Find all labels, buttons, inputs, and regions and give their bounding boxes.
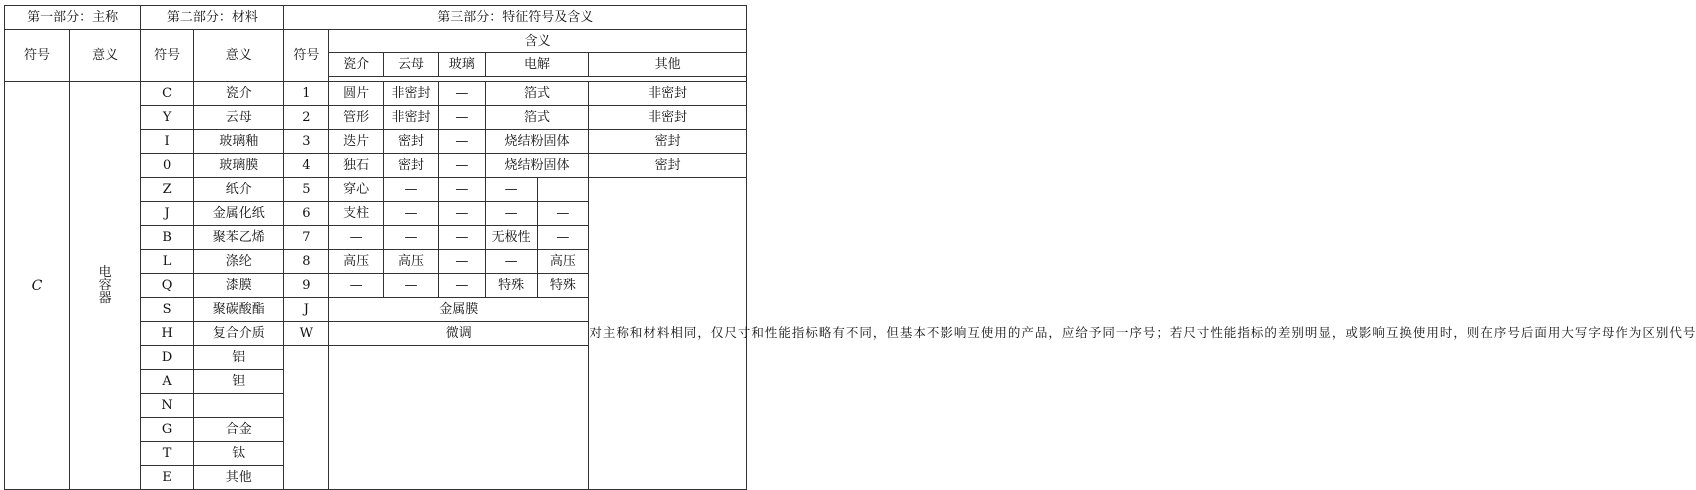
material-name: 金属化纸: [194, 202, 284, 226]
feature-glass: —: [438, 82, 485, 106]
header-symbol-2: 符号: [141, 30, 194, 82]
feature-glass: —: [438, 274, 485, 298]
feature-mica: —: [384, 178, 439, 202]
feature-description: 微调: [329, 322, 589, 346]
material-code: H: [141, 322, 194, 346]
feature-code: 4: [284, 154, 329, 178]
feature-glass: —: [438, 130, 485, 154]
feature-description: 金属膜: [329, 298, 589, 322]
header-glass: 玻璃: [438, 53, 485, 77]
feature-ceramic: 管形: [329, 106, 384, 130]
feature-empty-area: [329, 346, 589, 490]
material-code: 0: [141, 154, 194, 178]
material-code: J: [141, 202, 194, 226]
material-code: D: [141, 346, 194, 370]
header-electrolytic: 电解: [485, 53, 589, 77]
feature-electrolytic: 烧结粉固体: [485, 154, 589, 178]
main-meaning-char: 容: [98, 278, 112, 293]
main-meaning-char: 器: [98, 291, 112, 306]
material-code: Y: [141, 106, 194, 130]
feature-glass: —: [438, 202, 485, 226]
header-meaning-group: 含义: [329, 30, 747, 53]
feature-code: J: [284, 298, 329, 322]
material-code: B: [141, 226, 194, 250]
header-part2: 第二部分：材料: [141, 6, 284, 30]
main-meaning-char: 电: [98, 265, 112, 280]
feature-ceramic: 高压: [329, 250, 384, 274]
header-part3: 第三部分：特征符号及含义: [284, 6, 747, 30]
feature-code: 6: [284, 202, 329, 226]
feature-code: 7: [284, 226, 329, 250]
material-code: A: [141, 370, 194, 394]
feature-glass: —: [438, 226, 485, 250]
feature-other: 密封: [589, 130, 747, 154]
header-other: 其他: [589, 53, 747, 77]
material-name: 玻璃釉: [194, 130, 284, 154]
feature-ceramic: —: [329, 274, 384, 298]
feature-electrolytic-extra: [537, 178, 589, 202]
material-code: T: [141, 442, 194, 466]
material-name: 合金: [194, 418, 284, 442]
material-name: 钽: [194, 370, 284, 394]
header-meaning-1: 意义: [70, 30, 141, 82]
feature-electrolytic: 烧结粉固体: [485, 130, 589, 154]
material-code: S: [141, 298, 194, 322]
material-code: G: [141, 418, 194, 442]
material-name: 玻璃膜: [194, 154, 284, 178]
feature-other: —: [537, 202, 589, 226]
feature-code: 3: [284, 130, 329, 154]
material-name: 漆膜: [194, 274, 284, 298]
feature-glass: —: [438, 154, 485, 178]
capacitor-naming-table-container: [4, 5, 1696, 485]
material-code: C: [141, 82, 194, 106]
feature-glass: —: [438, 178, 485, 202]
material-name: 瓷介: [194, 82, 284, 106]
header-mica: 云母: [384, 53, 439, 77]
feature-other: 非密封: [589, 106, 747, 130]
feature-other: —: [537, 226, 589, 250]
feature-electrolytic: —: [485, 178, 537, 202]
feature-other: 非密封: [589, 82, 747, 106]
feature-mica: 密封: [384, 130, 439, 154]
header-ceramic: 瓷介: [329, 53, 384, 77]
feature-mica: 高压: [384, 250, 439, 274]
feature-code: 8: [284, 250, 329, 274]
material-name: [194, 394, 284, 418]
feature-electrolytic: —: [485, 250, 537, 274]
feature-mica: 非密封: [384, 82, 439, 106]
feature-ceramic: 迭片: [329, 130, 384, 154]
feature-glass: —: [438, 250, 485, 274]
material-name: 复合介质: [194, 322, 284, 346]
feature-code: 1: [284, 82, 329, 106]
material-name: 云母: [194, 106, 284, 130]
feature-glass: —: [438, 106, 485, 130]
feature-code: W: [284, 322, 329, 346]
feature-ceramic: 支柱: [329, 202, 384, 226]
header-symbol-1: 符号: [5, 30, 70, 82]
material-name: 钛: [194, 442, 284, 466]
capacitor-naming-table: [4, 5, 1696, 490]
material-code: I: [141, 130, 194, 154]
material-name: 聚苯乙烯: [194, 226, 284, 250]
feature-electrolytic: 箔式: [485, 82, 589, 106]
material-code: Q: [141, 274, 194, 298]
feature-code-empty: [284, 346, 329, 490]
feature-code: 5: [284, 178, 329, 202]
feature-mica: —: [384, 274, 439, 298]
material-name: 涤纶: [194, 250, 284, 274]
header-meaning-2: 意义: [194, 30, 284, 82]
main-meaning: [70, 82, 141, 490]
remark-note: 对主称和材料相同，仅尺寸和性能指标略有不同，但基本不影响互使用的产品，应给予同一序号；若尺寸性能指标的差别明显，或影响互换使用时，则在序号后面用大写字母作为区别代号: [589, 178, 747, 490]
material-code: Z: [141, 178, 194, 202]
feature-other: 高压: [537, 250, 589, 274]
header-part1: 第一部分：主称: [5, 6, 141, 30]
feature-mica: —: [384, 226, 439, 250]
material-name: 聚碳酸酯: [194, 298, 284, 322]
feature-mica: 非密封: [384, 106, 439, 130]
material-name: 纸介: [194, 178, 284, 202]
feature-ceramic: 穿心: [329, 178, 384, 202]
feature-code: 2: [284, 106, 329, 130]
feature-electrolytic: 无极性: [485, 226, 537, 250]
feature-ceramic: 圆片: [329, 82, 384, 106]
main-symbol: C: [5, 82, 70, 490]
header-symbol-3: 符号: [284, 30, 329, 82]
material-name: 铝: [194, 346, 284, 370]
material-code: L: [141, 250, 194, 274]
feature-mica: 密封: [384, 154, 439, 178]
feature-mica: —: [384, 202, 439, 226]
material-code: N: [141, 394, 194, 418]
feature-electrolytic: 箔式: [485, 106, 589, 130]
material-code: E: [141, 466, 194, 490]
feature-code: 9: [284, 274, 329, 298]
feature-electrolytic: 特殊: [485, 274, 537, 298]
feature-other: 特殊: [537, 274, 589, 298]
material-name: 其他: [194, 466, 284, 490]
feature-ceramic: 独石: [329, 154, 384, 178]
feature-other: 密封: [589, 154, 747, 178]
feature-electrolytic: —: [485, 202, 537, 226]
feature-ceramic: —: [329, 226, 384, 250]
